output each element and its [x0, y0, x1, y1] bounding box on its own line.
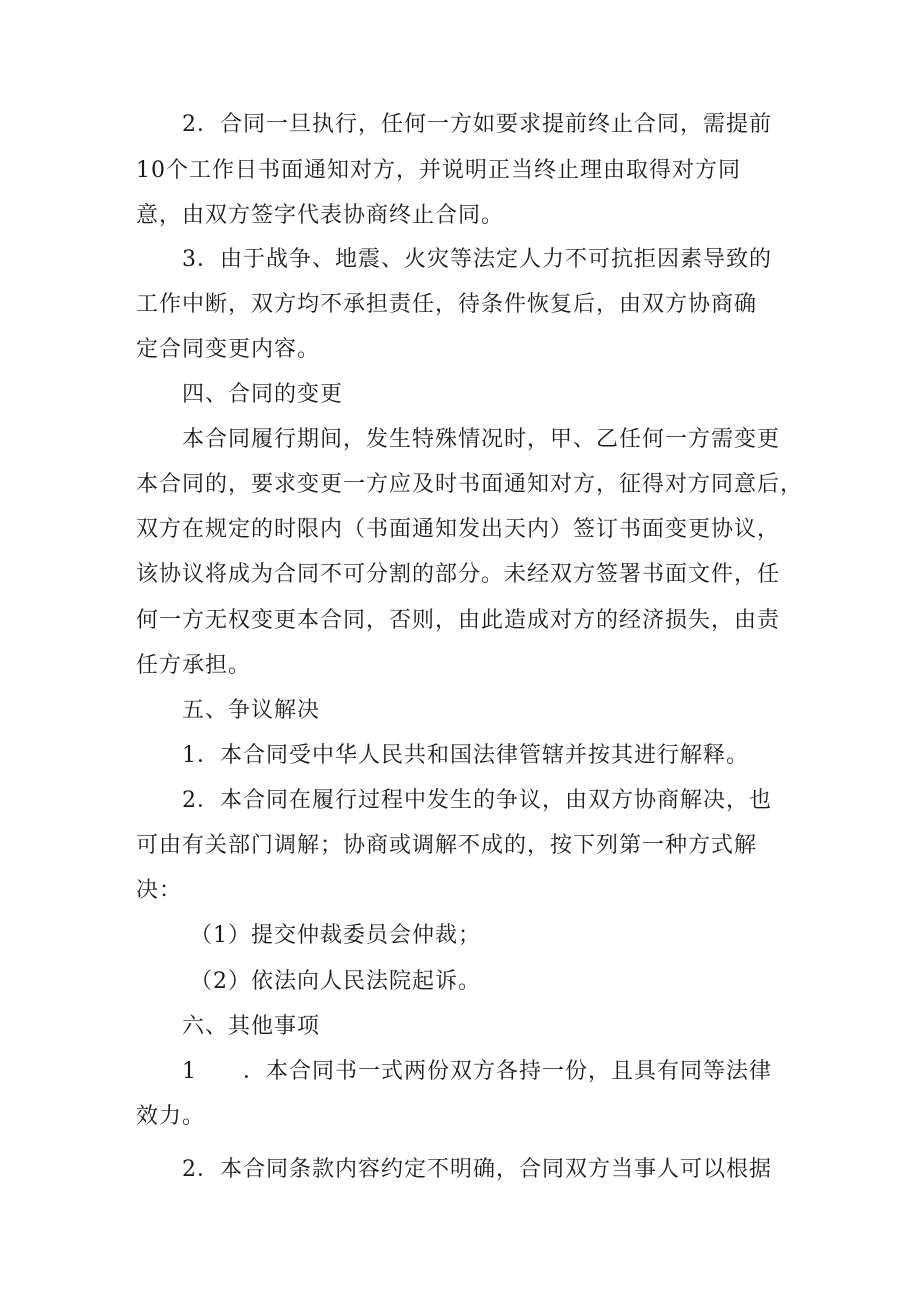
- section-heading: 四、合同的变更: [182, 382, 344, 407]
- list-item: （2）依法向人民法院起诉。: [190, 969, 481, 994]
- text-line: 3．由于战争、地震、火灾等法定人力不可抗拒因素导致的: [182, 247, 772, 272]
- text-line: 本合同的，要求变更一方应及时书面通知对方，征得对方同意后，: [136, 472, 804, 497]
- text-line: 该协议将成为合同不可分割的部分。未经双方签署书面文件，任: [136, 562, 781, 587]
- section-heading: 五、争议解决: [182, 698, 321, 723]
- text-line: 意，由双方签字代表协商终止合同。: [136, 203, 505, 228]
- text-line: 决：: [136, 878, 183, 903]
- text-line: 2．本合同在履行过程中发生的争议，由双方协商解决，也: [182, 788, 772, 813]
- list-item: （1）提交仲裁委员会仲裁；: [190, 923, 481, 948]
- text-line: 双方在规定的时限内（书面通知发出天内）签订书面变更协议，: [136, 517, 781, 542]
- text-line: 1 ．本合同书一式两份双方各持一份，且具有同等法律: [182, 1059, 772, 1084]
- section-heading: 六、其他事项: [182, 1014, 321, 1039]
- text-line: 10个工作日书面通知对方，并说明正当终止理由取得对方同: [136, 158, 741, 183]
- text-line: 定合同变更内容。: [136, 337, 321, 362]
- text-line: 何一方无权变更本合同，否则，由此造成对方的经济损失，由责: [136, 608, 781, 633]
- text-line: 2．合同一旦执行，任何一方如要求提前终止合同，需提前: [182, 112, 772, 137]
- text-line: 1．本合同受中华人民共和国法律管辖并按其进行解释。: [182, 743, 749, 768]
- text-line: 本合同履行期间，发生特殊情况时，甲、乙任何一方需变更: [182, 427, 781, 452]
- text-line: 工作中断，双方均不承担责任，待条件恢复后，由双方协商确: [136, 292, 758, 317]
- text-line: 任方承担。: [136, 653, 252, 678]
- text-line: 可由有关部门调解；协商或调解不成的，按下列第一种方式解: [136, 833, 758, 858]
- text-line: 2．本合同条款内容约定不明确，合同双方当事人可以根据: [182, 1157, 772, 1182]
- text-line: 效力。: [136, 1104, 206, 1129]
